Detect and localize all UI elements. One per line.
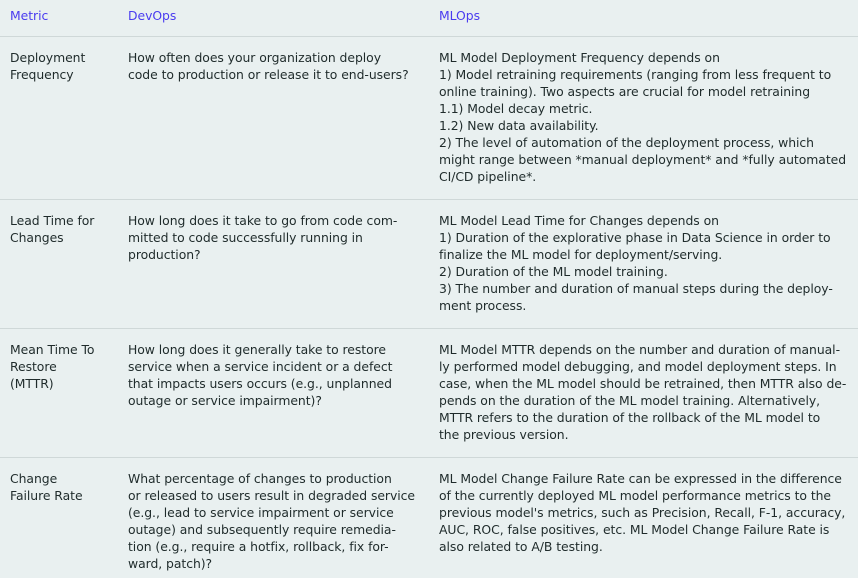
header-metric: Metric bbox=[10, 8, 49, 23]
devops-cell: How long does it take to go from code com- mitted to code successfully running in production? bbox=[128, 213, 398, 262]
metric-cell: Change Failure Rate bbox=[10, 471, 83, 503]
table-row bbox=[0, 199, 858, 328]
header-mlops: MLOps bbox=[439, 8, 480, 23]
table-row bbox=[0, 36, 858, 199]
metric-cell: Mean Time To Restore (MTTR) bbox=[10, 342, 95, 391]
header-devops: DevOps bbox=[128, 8, 177, 23]
metric-cell: Deployment Frequency bbox=[10, 50, 86, 82]
mlops-cell: ML Model Lead Time for Changes depends on 1) Duration of the explorative phase in Data Science in order to finalize the ML model for deployment/serving. 2) Duration of the ML model training. 3) The number and duration of manual steps during the deploy- ment process. bbox=[439, 213, 833, 313]
table-header bbox=[0, 0, 858, 36]
table-row bbox=[0, 457, 858, 578]
table-row bbox=[0, 328, 858, 457]
devops-cell: What percentage of changes to production or released to users result in degraded service (e.g., lead to service impairment or service outage) and subsequently require remedia- tion (e.g., require a hotfix, rollback, fix for- ward, patch)? bbox=[128, 471, 415, 571]
mlops-cell: ML Model Deployment Frequency depends on 1) Model retraining requirements (ranging from less frequent to online training). Two aspects are crucial for model retraining 1.1) Model decay metric. 1.2) New data availability. 2) The level of automation of the deployment process, which might range between *manual deployment* and *fully automated CI/CD pipeline*. bbox=[439, 50, 847, 184]
mlops-cell: ML Model MTTR depends on the number and duration of manual- ly performed model debugging, and model deployment steps. In case, when the ML model should be retrained, then MTTR also de- pends on the duration of the ML model training. Alternatively, MTTR refers to the duration of the rollback of the ML model to the previous version. bbox=[439, 342, 847, 442]
devops-cell: How long does it generally take to restore service when a service incident or a defect that impacts users occurs (e.g., unplanned outage or service impairment)? bbox=[128, 342, 393, 408]
metric-cell: Lead Time for Changes bbox=[10, 213, 95, 245]
devops-cell: How often does your organization deploy code to production or release it to end-users? bbox=[128, 50, 409, 82]
mlops-cell: ML Model Change Failure Rate can be expressed in the difference of the currently deployed ML model performance metrics to the previous model's metrics, such as Precision, Recall, F-1, accuracy, AUC, ROC, false positives, etc. ML Model Change Failure Rate is also related to A/B testing. bbox=[439, 471, 846, 554]
